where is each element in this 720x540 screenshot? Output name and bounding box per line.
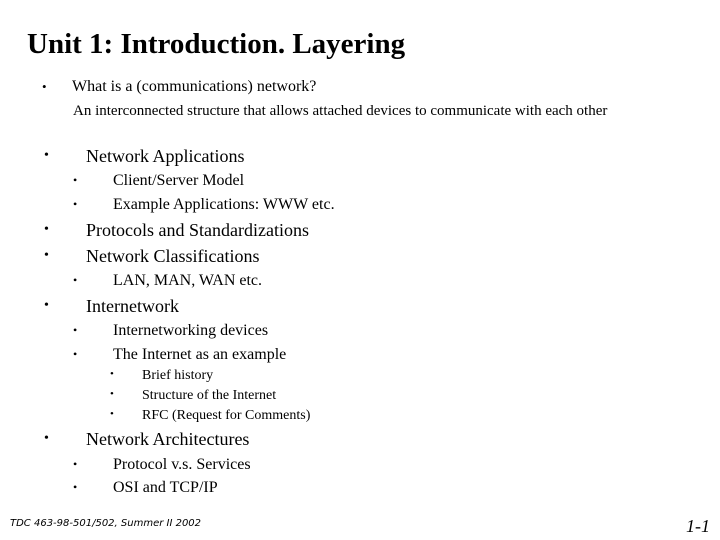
item-label: Network Architectures [86, 429, 250, 449]
item-label: OSI and TCP/IP [113, 479, 218, 496]
bullet-what-is-network [42, 78, 317, 96]
bullet-protocols [44, 220, 309, 241]
item-label: Example Applications: WWW etc. [113, 196, 335, 213]
bullet-protocol-vs-services [73, 456, 251, 474]
bullet-internetworking-devices [73, 322, 269, 340]
bullet-rfc [110, 408, 311, 424]
bullet-lan-man-wan [73, 272, 263, 290]
bullet-icon: • [44, 248, 49, 263]
item-label: What is a (communications) network? [72, 78, 317, 95]
bullet-icon: • [73, 457, 78, 471]
bullet-internet-example [73, 346, 287, 364]
bullet-icon: • [44, 148, 49, 163]
bullet-icon: • [73, 480, 78, 494]
page-number: 1-1 [686, 516, 710, 536]
item-label: Network Applications [86, 146, 245, 166]
bullet-internetwork [44, 296, 179, 317]
item-label: RFC (Request for Comments) [142, 408, 311, 423]
bullet-structure [110, 388, 277, 404]
page-title: Unit 1: Introduction. Layering [27, 28, 406, 60]
bullet-brief-history [110, 368, 214, 384]
item-label: The Internet as an example [113, 346, 287, 363]
item-label: Structure of the Internet [142, 388, 277, 403]
bullet-icon: • [73, 197, 78, 211]
item-label: Brief history [142, 368, 214, 383]
item-label: Network Classifications [86, 246, 260, 266]
bullet-icon: • [110, 388, 114, 400]
bullet-client-server [73, 172, 245, 190]
bullet-icon: • [73, 347, 78, 361]
item-label: Protocols and Standardizations [86, 220, 309, 240]
item-label: Internetwork [86, 296, 179, 316]
bullet-architectures [44, 429, 250, 450]
bullet-icon: • [73, 273, 78, 287]
bullet-example-apps [73, 196, 335, 214]
bullet-icon: • [44, 431, 49, 446]
bullet-icon: • [44, 298, 49, 313]
bullet-icon: • [110, 408, 114, 420]
bullet-icon: • [44, 222, 49, 237]
bullet-icon: • [73, 173, 78, 187]
bullet-icon: • [73, 323, 78, 337]
item-label: LAN, MAN, WAN etc. [113, 272, 263, 289]
item-label: Client/Server Model [113, 172, 245, 189]
bullet-osi-tcpip [73, 479, 218, 497]
bullet-icon: • [110, 368, 114, 380]
bullet-classifications [44, 246, 260, 267]
item-label: Internetworking devices [113, 322, 269, 339]
bullet-network-applications [44, 146, 245, 167]
footer-course-info: TDC 463-98-501/502, Summer II 2002 [10, 518, 202, 529]
definition-text: An interconnected structure that allows attached devices to communicate with each other [73, 103, 608, 119]
bullet-icon: • [42, 79, 47, 94]
item-label: Protocol v.s. Services [113, 456, 251, 473]
